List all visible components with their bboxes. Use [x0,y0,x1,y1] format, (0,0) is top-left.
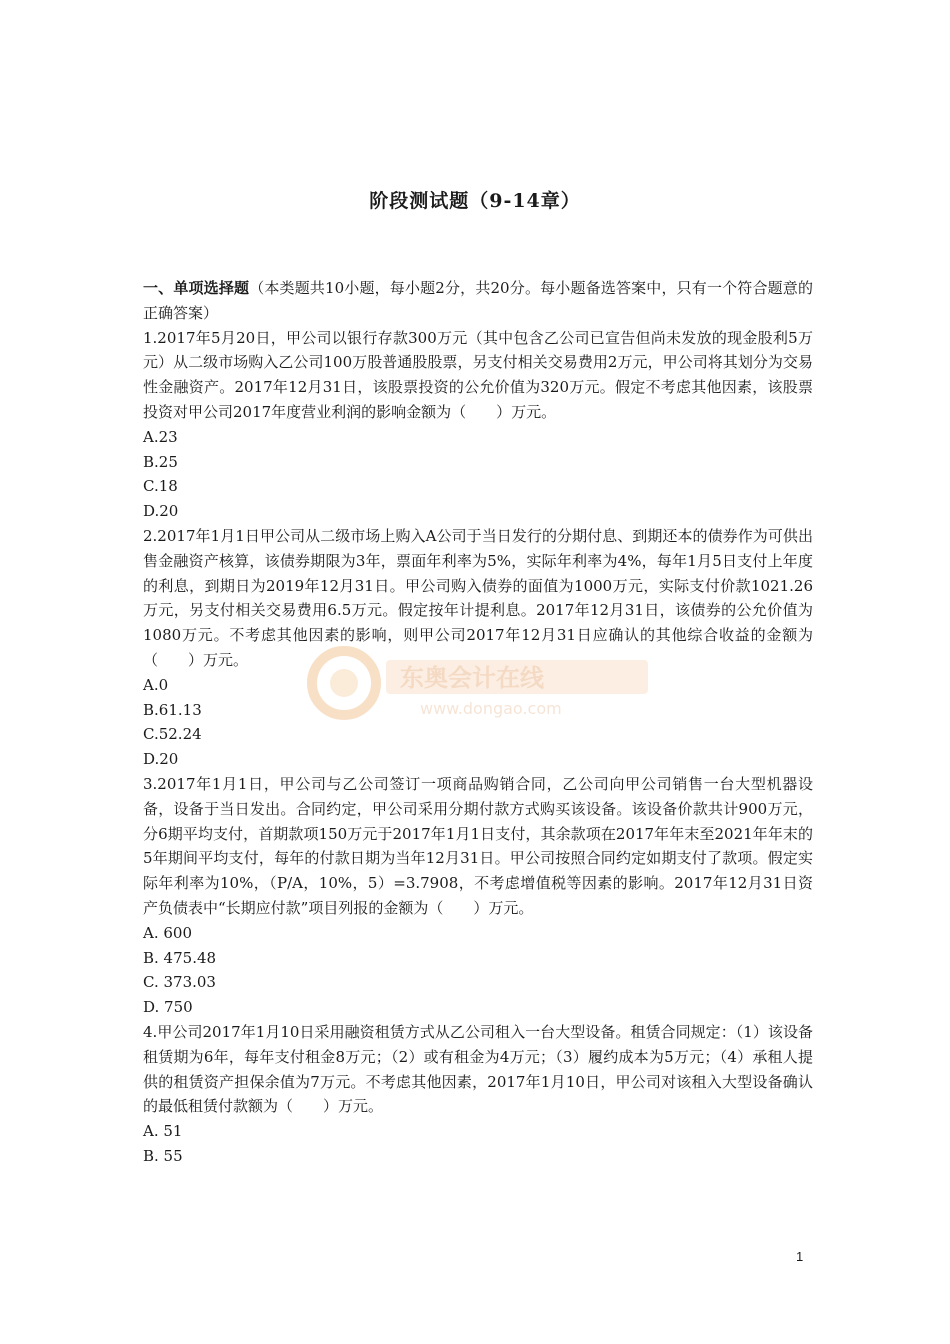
option-d: D.20 [143,502,179,521]
question-1 [143,326,813,524]
option-a: A. 51 [143,1122,183,1141]
option-b: B.25 [143,452,178,471]
section-heading [143,276,813,326]
question-3 [143,772,813,1020]
option-d: D.20 [143,750,179,769]
watermark-brand-text: 东奥会计在线 [400,664,544,692]
option-a: A. 600 [143,923,192,942]
question-stem: 1.2017年5月20日，甲公司以银行存款300万元（其中包含乙公司已宣告但尚未发放的现金股利5万元）从二级市场购入乙公司100万股普通股股票，另支付相关交易费用2万元，甲公司将其划分为交易性金融资产。2017年12月31日，该股票投资的公允价值为320万元。假定不考虑其他因素，该股票投资对甲公司2017年度营业利润的影响金额为（ ）万元。 [143,328,813,421]
document-body [143,276,813,1169]
question-2 [143,524,813,772]
question-stem: 4.甲公司2017年1月10日采用融资租赁方式从乙公司租入一台大型设备。租赁合同规定：（1）该设备租赁期为6年，每年支付租金8万元；（2）或有租金为4万元；（3）履约成本为5万元；（4）承租人提供的租赁资产担保余值为7万元。不考虑其他因素，2017年1月10日，甲公司对该租入大型设备确认的最低租赁付款额为（ ）万元。 [143,1022,813,1116]
document-title: 阶段测试题（9-14章） [369,190,581,212]
option-a: A.23 [143,427,178,446]
question-stem: 2.2017年1月1日甲公司从二级市场上购入A公司于当日发行的分期付息、到期还本的债券作为可供出售金融资产核算，该债券期限为3年，票面年利率为5%，实际年利率为4%，每年1月5日支付上年度的利息，到期日为2019年12月31日。甲公司购入债券的面值为1000万元，实际支付价款1021.26万元，另支付相关交易费用6.5万元。假定按年计提利息。2017年12月31日，该债券的公允价值为1080万元。不考虑其他因素的影响，则甲公司2017年12月31日应确认的其他综合收益的金额为（ ）万元。 [143,526,813,669]
section-title: 一、单项选择题 [143,279,250,297]
question-stem: 3.2017年1月1日，甲公司与乙公司签订一项商品购销合同，乙公司向甲公司销售一台大型机器设备，设备于当日发出。合同约定，甲公司采用分期付款方式购买该设备。该设备价款共计900万元，分6期平均支付，首期款项150万元于2017年1月1日支付，其余款项在2017年年末至2021年年末的5年期间平均支付，每年的付款日期为当年12月31日。甲公司按照合同约定如期支付了款项。假定实际年利率为10%，（P/A，10%，5）=3.7908，不考虑增值税等因素的影响。2017年12月31日资产负债表中“长期应付款”项目列报的金额为（ ）万元。 [143,774,813,917]
option-c: C.52.24 [143,725,202,744]
option-c: C. 373.03 [143,973,216,992]
page-number: 1 [796,1249,804,1264]
question-4 [143,1020,813,1169]
option-b: B. 55 [143,1146,183,1165]
watermark-url-text: www.dongao.com [420,699,562,718]
option-b: B.61.13 [143,700,202,719]
option-b: B. 475.48 [143,948,217,967]
section-instructions: （本类题共10小题，每小题2分，共20分。每小题备选答案中，只有一个符合题意的正确答案） [143,279,813,322]
option-c: C.18 [143,477,178,496]
option-a: A.0 [143,675,169,694]
option-d: D. 750 [143,998,193,1017]
